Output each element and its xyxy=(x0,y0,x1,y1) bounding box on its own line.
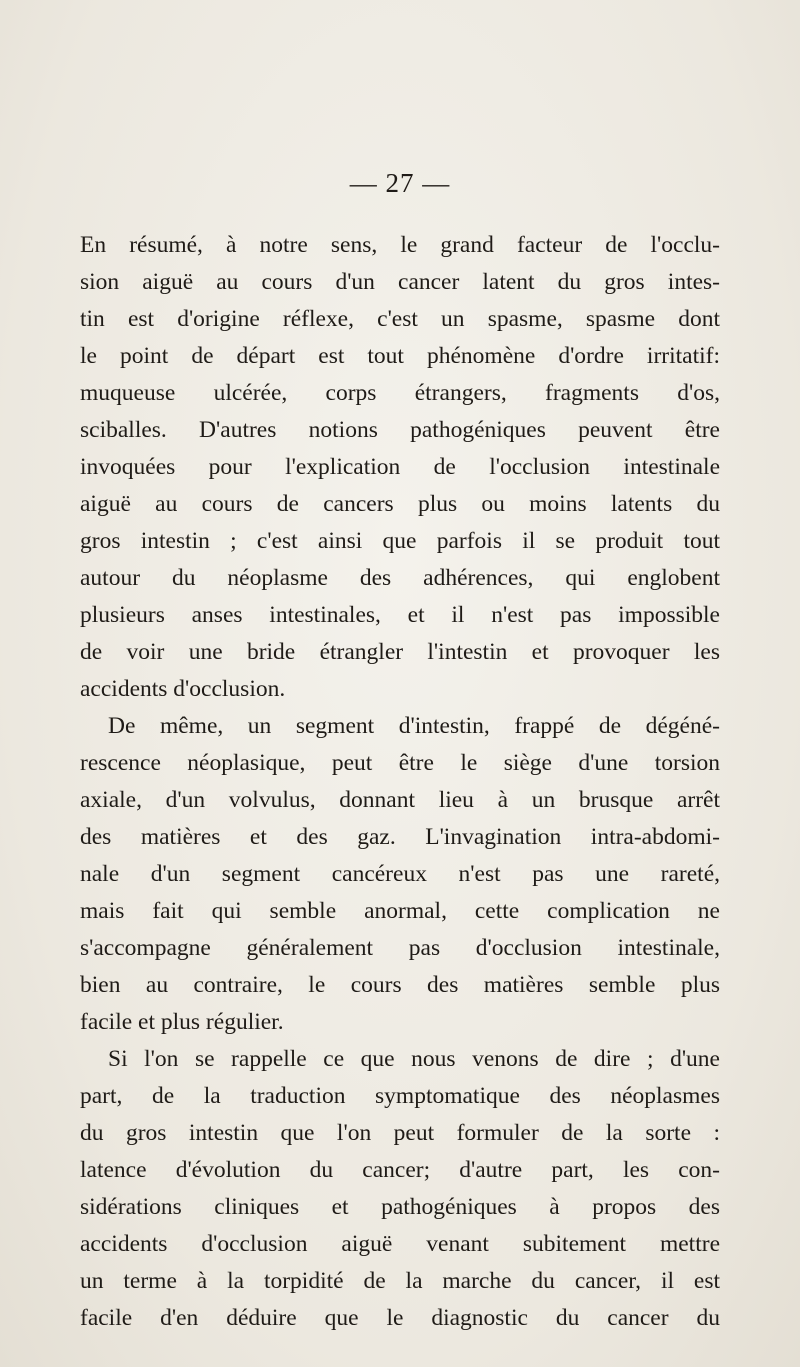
text-line: de voir une bride étrangler l'intestin et provoquer les xyxy=(80,639,720,665)
text-line: accidents d'occlusion. xyxy=(80,676,286,702)
text-line: Si l'on se rappelle ce que nous venons de dire ; d'une xyxy=(108,1046,720,1072)
page-number: — 27 — xyxy=(349,168,451,198)
text-line: invoquées pour l'explication de l'occlusion intestinale xyxy=(80,454,720,480)
text-line: mais fait qui semble anormal, cette complication ne xyxy=(80,898,720,924)
text-line: autour du néoplasme des adhérences, qui englobent xyxy=(80,565,720,591)
text-line: gros intestin ; c'est ainsi que parfois il se produit tout xyxy=(80,528,720,554)
text-line: accidents d'occlusion aiguë venant subitement mettre xyxy=(80,1231,720,1257)
text-line: sidérations cliniques et pathogéniques à propos des xyxy=(80,1194,720,1220)
text-line: aiguë au cours de cancers plus ou moins latents du xyxy=(80,491,720,517)
text-line: muqueuse ulcérée, corps étrangers, fragments d'os, xyxy=(80,380,720,406)
text-line: De même, un segment d'intestin, frappé de dégéné- xyxy=(108,713,720,739)
text-line: En résumé, à notre sens, le grand facteur de l'occlu- xyxy=(80,232,720,258)
text-line: rescence néoplasique, peut être le siège d'une torsion xyxy=(80,750,720,776)
text-line: facile et plus régulier. xyxy=(80,1009,284,1035)
text-line: s'accompagne généralement pas d'occlusion intestinale, xyxy=(80,935,720,961)
text-line: plusieurs anses intestinales, et il n'est pas impossible xyxy=(80,602,720,628)
text-line: le point de départ est tout phénomène d'ordre irritatif: xyxy=(80,343,720,369)
text-line: latence d'évolution du cancer; d'autre part, les con- xyxy=(80,1157,720,1183)
text-line: axiale, d'un volvulus, donnant lieu à un brusque arrêt xyxy=(80,787,720,813)
text-line: sciballes. D'autres notions pathogéniques peuvent être xyxy=(80,417,720,443)
body-text xyxy=(80,227,720,1337)
text-line: tin est d'origine réflexe, c'est un spasme, spasme dont xyxy=(80,306,720,332)
text-line: nale d'un segment cancéreux n'est pas une rareté, xyxy=(80,861,720,887)
text-line: des matières et des gaz. L'invagination intra-abdomi- xyxy=(80,824,720,850)
text-line: part, de la traduction symptomatique des néoplasmes xyxy=(80,1083,720,1109)
text-line: sion aiguë au cours d'un cancer latent du gros intes- xyxy=(80,269,720,295)
text-line: du gros intestin que l'on peut formuler de la sorte : xyxy=(80,1120,720,1146)
text-line: facile d'en déduire que le diagnostic du cancer du xyxy=(80,1305,720,1331)
text-line: un terme à la torpidité de la marche du cancer, il est xyxy=(80,1268,720,1294)
text-line: bien au contraire, le cours des matières semble plus xyxy=(80,972,720,998)
